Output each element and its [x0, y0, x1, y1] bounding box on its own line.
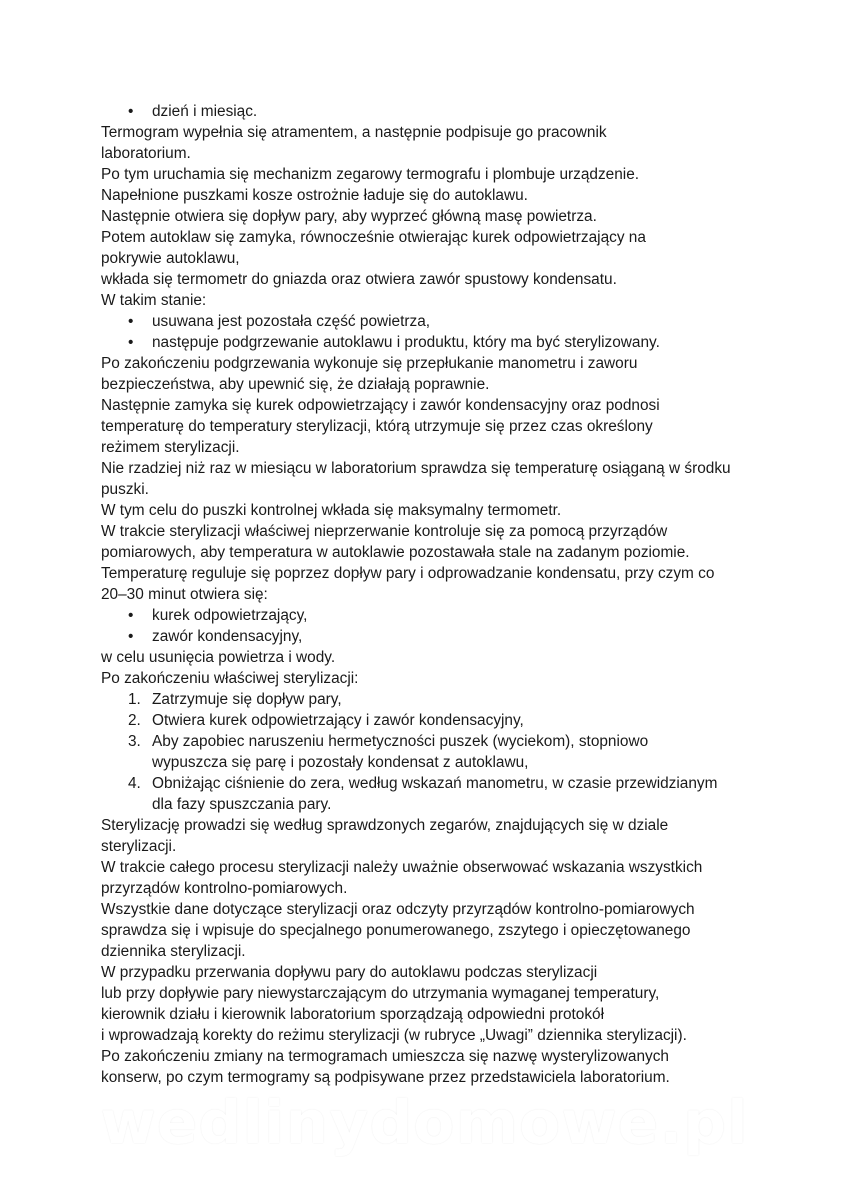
bullet-icon: • — [128, 607, 134, 624]
bullet-list-valves — [101, 605, 761, 647]
paragraph: Temperaturę reguluje się poprzez dopływ pary i odprowadzanie kondensatu, przy czym co 20–30 minut otwiera się: — [101, 565, 715, 603]
list-item: • usuwana jest pozostała część powietrza, — [128, 313, 431, 330]
paragraph: w celu usunięcia powietrza i wody. — [101, 649, 336, 666]
paragraph: W trakcie sterylizacji właściwej nieprzerwanie kontroluje się za pomocą przyrządów pomiarowych, aby temperatura w autoklawie pozostawała stale na zadanym poziomie. — [101, 523, 690, 561]
list-item: 1. Zatrzymuje się dopływ pary, — [128, 691, 342, 708]
paragraph: Po tym uruchamia się mechanizm zegarowy termografu i plombuje urządzenie. — [101, 166, 640, 183]
list-item: • następuje podgrzewanie autoklawu i produktu, który ma być sterylizowany. — [128, 334, 660, 351]
paragraph: W takim stanie: — [101, 292, 207, 309]
intro-bullet-list — [101, 101, 761, 122]
list-item: • zawór kondensacyjny, — [128, 628, 303, 645]
paragraph: Po zakończeniu zmiany na termogramach umieszcza się nazwę wysterylizowanych konserw, po czym termogramy są podpisywane przez przedstawiciela laboratorium. — [101, 1048, 670, 1086]
paragraph: W przypadku przerwania dopływu pary do autoklawu podczas sterylizacji — [101, 964, 598, 981]
watermark-text: wedlinydomowe.pl — [100, 1088, 749, 1158]
paragraph: W trakcie całego procesu sterylizacji należy uważnie obserwować wskazania wszystkich przyrządów kontrolno-pomiarowych. — [101, 859, 703, 897]
bullet-list-air-removal — [101, 311, 761, 353]
paragraph: Nie rzadziej niż raz w miesiącu w laboratorium sprawdza się temperaturę osiąganą w środku puszki. — [101, 460, 731, 498]
list-item: 4. Obniżając ciśnienie do zera, według wskazań manometru, w czasie przewidzianym dla fazy spuszczania pary. — [128, 775, 718, 813]
document-body — [101, 101, 761, 1088]
paragraph: Termogram wypełnia się atramentem, a następnie podpisuje go pracownik laboratorium. — [101, 124, 607, 162]
bullet-icon: • — [128, 334, 134, 351]
numbered-steps-list — [101, 689, 761, 815]
bullet-icon: • — [128, 313, 134, 330]
paragraph: Po zakończeniu właściwej sterylizacji: — [101, 670, 359, 687]
list-item: 3. Aby zapobiec naruszeniu hermetyczności puszek (wyciekom), stopniowo wypuszcza się parę i pozostały kondensat z autoklawu, — [128, 733, 649, 771]
paragraph: Sterylizację prowadzi się według sprawdzonych zegarów, znajdujących się w dziale sterylizacji. — [101, 817, 669, 855]
paragraph: lub przy dopływie pary niewystarczającym do utrzymania wymaganej temperatury, kierownik działu i kierownik laboratorium sporządzają odpowiedni protokół — [101, 985, 660, 1023]
list-item: 2. Otwiera kurek odpowietrzający i zawór kondensacyjny, — [128, 712, 524, 729]
list-item: • kurek odpowietrzający, — [128, 607, 308, 624]
paragraph: Po zakończeniu podgrzewania wykonuje się przepłukanie manometru i zaworu bezpieczeństwa, aby upewnić się, że działają poprawnie. — [101, 355, 638, 393]
paragraph: Napełnione puszkami kosze ostrożnie ładuje się do autoklawu. — [101, 187, 528, 204]
paragraph: W tym celu do puszki kontrolnej wkłada się maksymalny termometr. — [101, 502, 562, 519]
list-item: • dzień i miesiąc. — [128, 103, 258, 120]
bullet-icon: • — [128, 628, 134, 645]
paragraph: i wprowadzają korekty do reżimu sterylizacji (w rubryce „Uwagi” dziennika sterylizacji). — [101, 1027, 687, 1044]
paragraph: Wszystkie dane dotyczące sterylizacji oraz odczyty przyrządów kontrolno-pomiarowych sprawdza się i wpisuje do specjalnego ponumerowanego, zszytego i opieczętowanego dziennika sterylizacji. — [101, 901, 695, 960]
paragraph: Potem autoklaw się zamyka, równocześnie otwierając kurek odpowietrzający na pokrywie autoklawu, — [101, 229, 646, 267]
paragraph: Następnie otwiera się dopływ pary, aby wyprzeć główną masę powietrza. — [101, 208, 597, 225]
paragraph: wkłada się termometr do gniazda oraz otwiera zawór spustowy kondensatu. — [101, 271, 617, 288]
paragraph: Następnie zamyka się kurek odpowietrzający i zawór kondensacyjny oraz podnosi temperaturę do temperatury sterylizacji, którą utrzymuje się przez czas określony reżimem sterylizacji. — [101, 397, 660, 456]
bullet-icon: • — [128, 103, 134, 120]
